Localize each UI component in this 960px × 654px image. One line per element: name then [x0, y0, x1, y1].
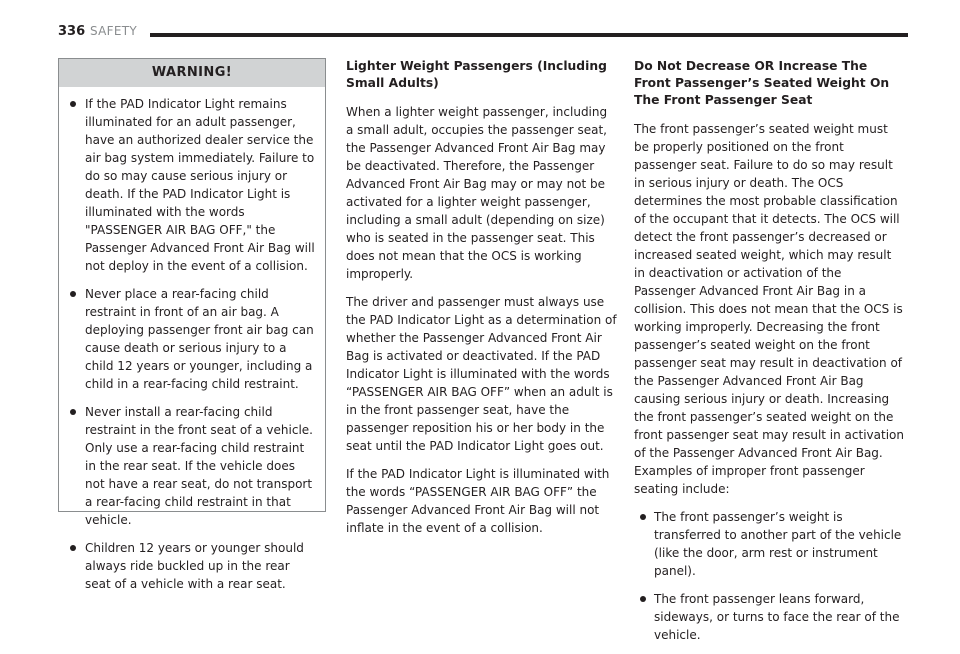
lighter-weight-section — [346, 58, 618, 547]
body-paragraph: If the PAD Indicator Light is illuminated with the words “PASSENGER AIR BAG OFF” the Passenger Advanced Front Air Bag will not inflate in the event of a collision. — [346, 467, 610, 535]
bullet-icon — [70, 101, 76, 107]
lighter-weight-heading: Lighter Weight Passengers (Including Small Adults) — [346, 59, 607, 90]
warning-title: WARNING! — [59, 59, 325, 87]
bullet-icon — [640, 596, 646, 602]
improper-seating-list — [634, 508, 906, 644]
bullet-icon — [70, 291, 76, 297]
warning-item-text: Never install a rear-facing child restraint in the front seat of a vehicle. Only use a rear-facing child restraint in the rear seat. If the vehicle does not have a rear seat, do not transport a rear-facing child restraint in that vehicle. — [85, 405, 313, 527]
list-item — [640, 508, 906, 580]
body-paragraph: When a lighter weight passenger, including a small adult, occupies the passenger seat, the Passenger Advanced Front Air Bag may be deactivated. Therefore, the Passenger Advanced Front Air Bag may or may not be activated for a lighter weight passenger, including a small adult (depending on size) who is seated in the passenger seat. This does not mean that the OCS is working improperly. — [346, 105, 608, 281]
body-paragraph: The front passenger’s seated weight must be properly positioned on the front passenger seat. Failure to do so may result in serious injury or death. The OCS determines the most probable classification of the occupant that it detects. The OCS will detect the front passenger’s decreased or increased seated weight, which may result in deactivation or activation of the Passenger Advanced Front Air Bag in a collision. This does not mean that the OCS is working improperly. Decreasing the front passenger’s seated weight on the front passenger seat may result in deactivation of the Passenger Advanced Front Air Bag causing serious injury or death. Increasing the front passenger’s seated weight on the front passenger seat may result in activation of the Passenger Advanced Front Air Bag. Examples of improper front passenger seating include: — [634, 122, 904, 496]
warning-item — [69, 95, 317, 275]
list-item-text: The front passenger’s weight is transferred to another part of the vehicle (like the door, arm rest or instrument panel). — [654, 510, 902, 578]
seated-weight-heading: Do Not Decrease OR Increase The Front Passenger’s Seated Weight On The Front Passenger Seat — [634, 59, 890, 107]
warning-item — [69, 285, 317, 393]
page-header — [58, 24, 908, 42]
list-item-text: The front passenger leans forward, sideways, or turns to face the rear of the vehicle. — [654, 592, 900, 642]
bullet-icon — [640, 514, 646, 520]
page-number: 336 — [58, 24, 86, 39]
warning-item — [69, 539, 317, 593]
body-paragraph: The driver and passenger must always use the PAD Indicator Light as a determination of whether the Passenger Advanced Front Air Bag is activated or deactivated. If the PAD Indicator Light is illuminated with the words “PASSENGER AIR BAG OFF” when an adult is in the front passenger seat, have the passenger reposition his or her body in the seat until the PAD Indicator Light goes out. — [346, 295, 617, 453]
warning-item-text: Never place a rear-facing child restraint in front of an air bag. A deploying passenger front air bag can cause death or serious injury to a child 12 years or younger, including a child in a rear-facing child restraint. — [85, 287, 314, 391]
list-item — [640, 590, 906, 644]
warning-item — [69, 403, 317, 529]
bullet-icon — [70, 545, 76, 551]
warning-box — [58, 58, 326, 591]
warning-list — [59, 87, 325, 593]
seated-weight-section — [634, 58, 906, 654]
header-rule — [150, 33, 908, 37]
warning-item-text: If the PAD Indicator Light remains illuminated for an adult passenger, have an authorized dealer service the air bag system immediately. Failure to do so may cause serious injury or death. If the PAD Indicator Light is illuminated with the words "PASSENGER AIR BAG OFF," the Passenger Advanced Front Air Bag will not deploy in the event of a collision. — [85, 97, 315, 273]
warning-item-text: Children 12 years or younger should always ride buckled up in the rear seat of a vehicle with a rear seat. — [85, 541, 304, 591]
bullet-icon — [70, 409, 76, 415]
section-title: SAFETY — [90, 24, 137, 38]
